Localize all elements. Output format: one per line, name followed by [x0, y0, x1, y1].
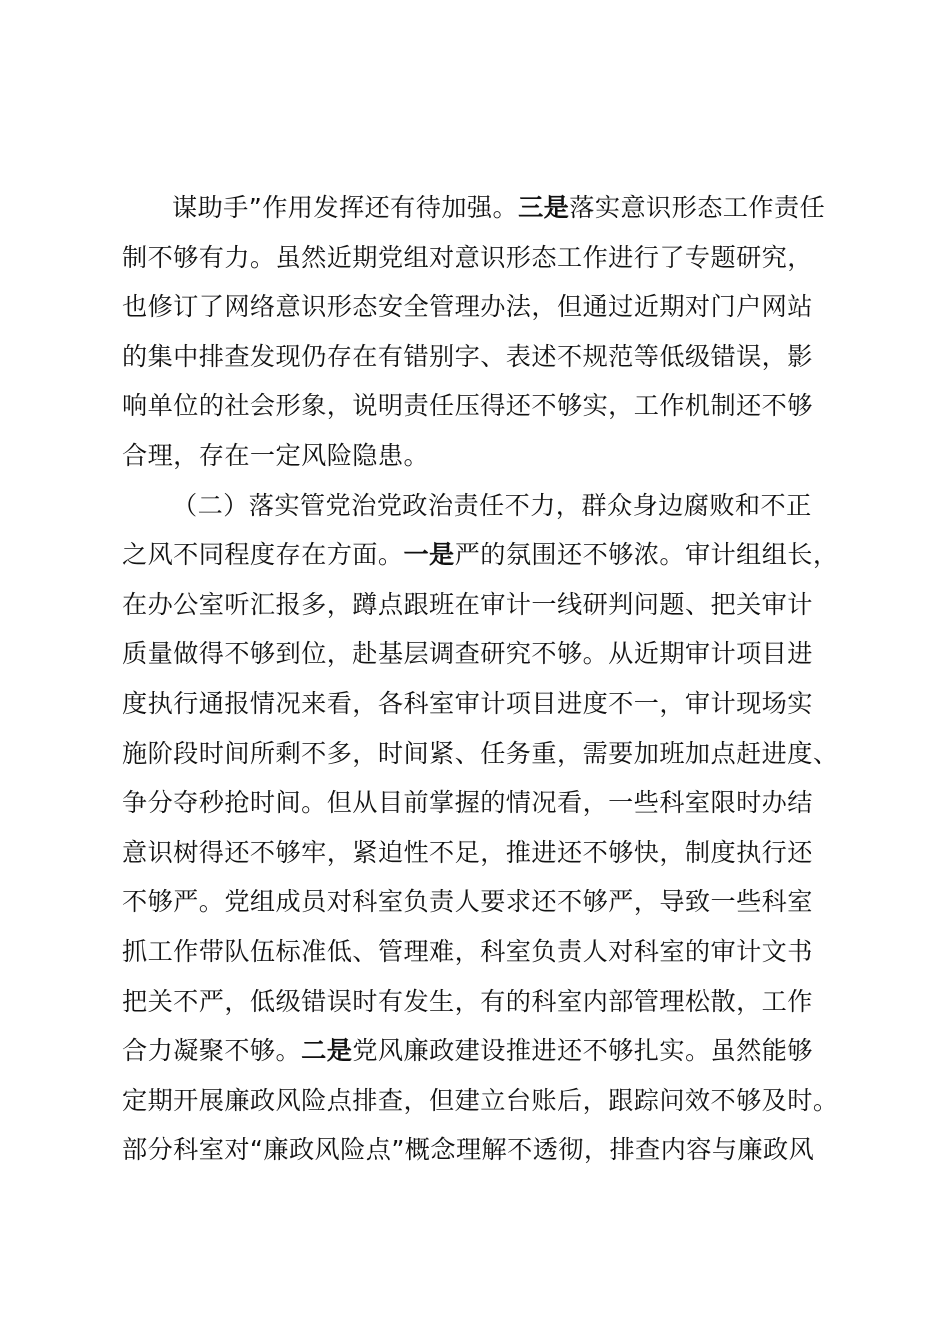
bold-lead-phrase: 三是 — [518, 193, 570, 222]
text-line — [122, 431, 834, 481]
text-segment: 定期开展廉政风险点排查，但建立台账后，跟踪问效不够及时。 — [122, 1085, 839, 1115]
text-segment: 合理，存在一定风险隐患。 — [122, 440, 430, 470]
text-segment: 之风不同程度存在方面。 — [122, 540, 404, 570]
text-segment: 质量做得不够到位，赴基层调查研究不够。从近期审计项目进 — [122, 639, 813, 669]
text-segment: 在办公室听汇报多，蹲点跟班在审计一线研判问题、把关审计 — [122, 589, 813, 619]
text-segment: 制不够有力。虽然近期党组对意识形态工作进行了专题研究， — [122, 242, 813, 272]
bold-lead-phrase: 二是 — [301, 1036, 353, 1066]
text-line — [122, 778, 834, 828]
text-line — [122, 332, 834, 382]
text-segment: 把关不严，低级错误时有发生，有的科室内部管理松散，工作 — [122, 986, 813, 1016]
text-line — [122, 927, 834, 977]
text-segment: 合力凝聚不够。 — [122, 1036, 302, 1066]
text-segment: 也修订了网络意识形态安全管理办法，但通过近期对门户网站 — [122, 292, 813, 322]
text-line — [122, 530, 839, 580]
text-segment: 抓工作带队伍标准低、管理难，科室负责人对科室的审计文书 — [122, 936, 813, 966]
text-line — [122, 729, 839, 779]
document-body — [122, 183, 839, 1175]
text-line — [122, 877, 834, 927]
text-line — [122, 481, 834, 531]
text-line — [122, 1125, 834, 1175]
text-line — [122, 183, 834, 233]
text-line — [122, 233, 834, 283]
text-segment: 部分科室对“廉政风险点”概念理解不透彻，排查内容与廉政风 — [122, 1135, 815, 1165]
text-line — [122, 1026, 834, 1076]
text-line — [122, 580, 834, 630]
text-line — [122, 828, 834, 878]
text-segment: 落实意识形态工作责任 — [569, 193, 826, 222]
text-line — [122, 381, 834, 431]
text-line — [122, 282, 834, 332]
text-segment: 争分夺秒抢时间。但从目前掌握的情况看，一些科室限时办结 — [122, 788, 813, 818]
text-segment: 谋助手”作用发挥还有待加强。 — [172, 193, 519, 222]
text-segment: 的集中排查发现仍存在有错别字、表述不规范等低级错误，影 — [122, 341, 813, 371]
text-segment: 严的氛围还不够浓。审计组组长， — [454, 540, 839, 570]
text-segment: 施阶段时间所剩不多，时间紧、任务重，需要加班加点赶进度、 — [122, 738, 839, 768]
text-line — [122, 1076, 839, 1126]
text-segment: 响单位的社会形象，说明责任压得还不够实，工作机制还不够 — [122, 391, 813, 421]
text-line — [122, 629, 834, 679]
text-segment: 度执行通报情况来看，各科室审计项目进度不一，审计现场实 — [122, 688, 813, 718]
text-segment: 党风廉政建设推进还不够扎实。虽然能够 — [352, 1036, 813, 1066]
text-line — [122, 679, 834, 729]
text-segment: 意识树得还不够牢，紧迫性不足，推进还不够快，制度执行还 — [122, 837, 813, 867]
text-segment: （二）落实管党治党政治责任不力，群众身边腐败和不正 — [172, 490, 812, 520]
text-line — [122, 977, 834, 1027]
text-segment: 不够严。党组成员对科室负责人要求还不够严，导致一些科室 — [122, 887, 813, 917]
bold-lead-phrase: 一是 — [403, 540, 455, 570]
